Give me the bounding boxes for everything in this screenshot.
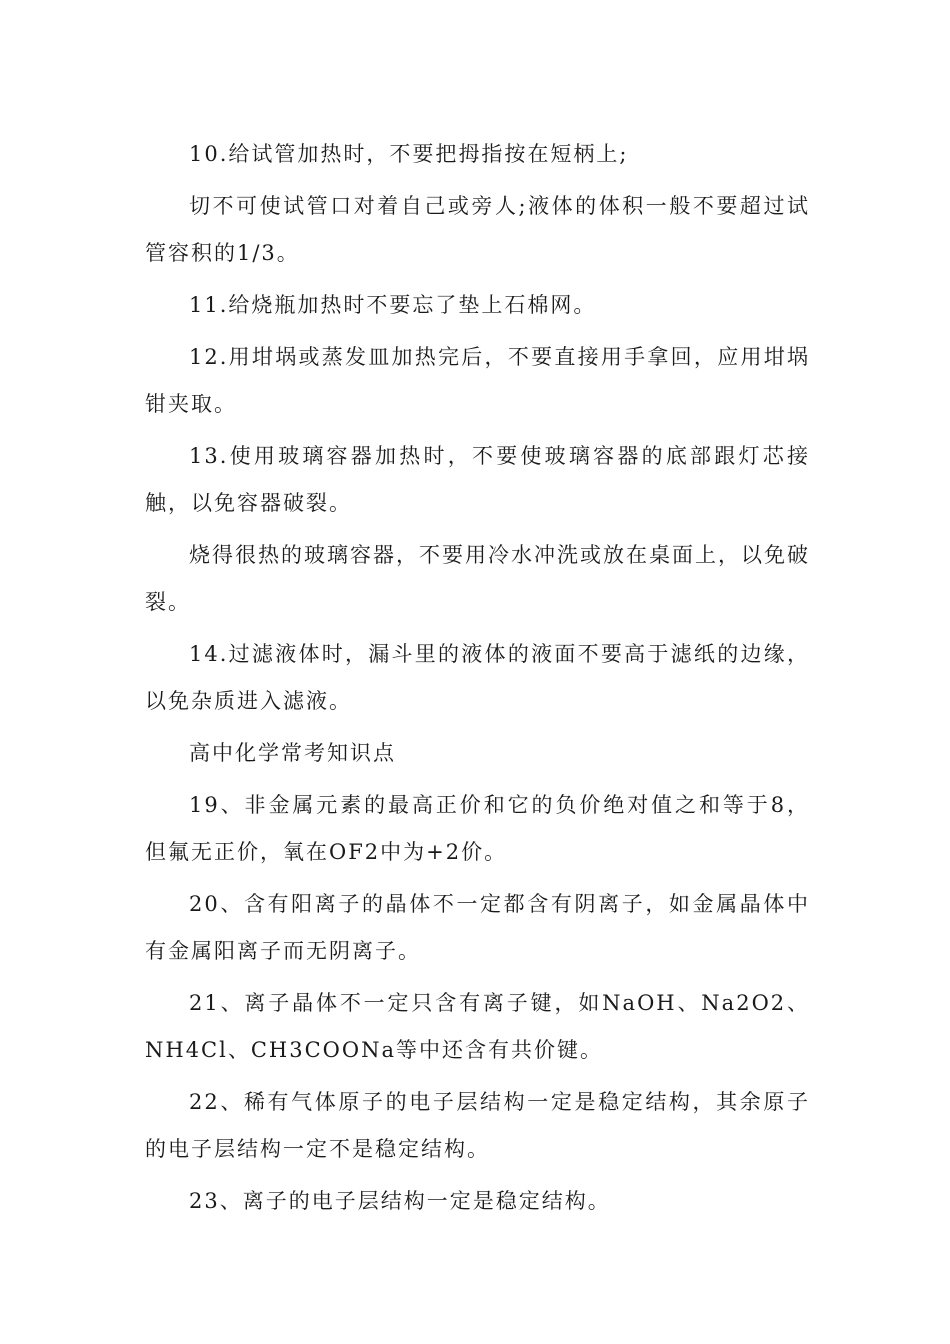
- paragraph-item-11: 11.给烧瓶加热时不要忘了垫上石棉网。: [189, 293, 597, 317]
- paragraph-item-12: 12.用坩埚或蒸发皿加热完后，不要直接用手拿回，应用坩埚钳夹取。: [145, 345, 810, 416]
- paragraph-item-10: 10.给试管加热时，不要把拇指按在短柄上;: [189, 142, 629, 166]
- paragraph-item-13: 13.使用玻璃容器加热时，不要使玻璃容器的底部跟灯芯接触，以免容器破裂。: [145, 444, 810, 515]
- paragraph-item-21: 21、离子晶体不一定只含有离子键，如NaOH、Na2O2、NH4Cl、CH3COONa等中还含有共价键。: [145, 991, 810, 1062]
- document-body: [145, 131, 810, 1230]
- paragraph-item-13-continued: 烧得很热的玻璃容器，不要用冷水冲洗或放在桌面上，以免破裂。: [145, 543, 810, 614]
- paragraph-item-10-continued: 切不可使试管口对着自己或旁人;液体的体积一般不要超过试管容积的1/3。: [145, 194, 810, 265]
- paragraph-item-20: 20、含有阳离子的晶体不一定都含有阴离子，如金属晶体中有金属阳离子而无阴离子。: [145, 892, 810, 963]
- section-heading: 高中化学常考知识点: [189, 741, 396, 765]
- paragraph-item-14: 14.过滤液体时，漏斗里的液体的液面不要高于滤纸的边缘，以免杂质进入滤液。: [145, 642, 810, 713]
- paragraph-item-19: 19、非金属元素的最高正价和它的负价绝对值之和等于8，但氟无正价，氧在OF2中为+2价。: [145, 793, 810, 864]
- paragraph-item-22: 22、稀有气体原子的电子层结构一定是稳定结构，其余原子的电子层结构一定不是稳定结构。: [145, 1090, 810, 1161]
- paragraph-item-23: 23、离子的电子层结构一定是稳定结构。: [189, 1189, 611, 1213]
